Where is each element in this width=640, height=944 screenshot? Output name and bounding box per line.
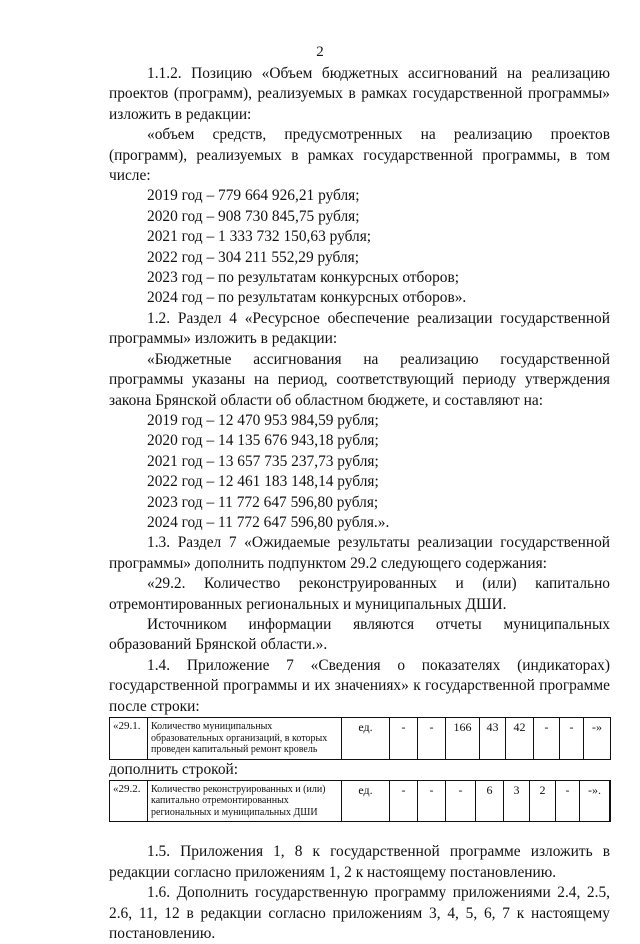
table-cell: - xyxy=(390,718,418,760)
table-cell: - xyxy=(418,718,446,760)
table-cell: - xyxy=(418,780,446,822)
year-line: 2023 год – 11 772 647 596,80 рубля; xyxy=(147,493,379,511)
page-number: 2 xyxy=(316,44,324,60)
table-row xyxy=(110,718,611,760)
table-row xyxy=(110,780,611,822)
year-line: 2024 год – по результатам конкурсных отборов». xyxy=(147,289,467,307)
document-body xyxy=(109,64,610,944)
year-line: 2021 год – 1 333 732 150,63 рубля; xyxy=(147,228,372,246)
table-cell: - xyxy=(446,780,476,822)
year-line: 2023 год – по результатам конкурсных отборов; xyxy=(147,269,459,287)
table-cell: ед. xyxy=(342,718,390,760)
table-cell: -». xyxy=(580,780,610,822)
table-cell: «29.2. xyxy=(110,780,148,822)
table-cell: 2 xyxy=(530,780,556,822)
year-line: 2020 год – 908 730 845,75 рубля; xyxy=(147,207,360,225)
indicator-table-existing xyxy=(109,717,611,760)
table-cell: 42 xyxy=(506,718,534,760)
table-cell xyxy=(610,780,611,822)
year-line: 2022 год – 12 461 183 148,14 рубля; xyxy=(147,473,379,491)
indicator-table-new xyxy=(109,780,611,823)
table-cell: 43 xyxy=(480,718,506,760)
year-line: 2022 год – 304 211 552,29 рубля; xyxy=(147,248,359,266)
table-cell: 6 xyxy=(476,780,504,822)
table-cell: 3 xyxy=(504,780,530,822)
table-cell: - xyxy=(534,718,560,760)
paragraph: Источником информации являются отчеты муниципальных образований Брянской области.». xyxy=(109,615,610,654)
table-cell: «29.1. xyxy=(110,718,148,760)
paragraph: 1.5. Приложения 1, 8 к государственной программе изложить в редакции согласно приложениям 1, 2 к настоящему постановлению. xyxy=(109,843,610,881)
paragraph: дополнить строкой: xyxy=(109,760,239,778)
table-cell: ед. xyxy=(342,780,390,822)
table-cell: -» xyxy=(584,718,611,760)
paragraph: «29.2. Количество реконструированных и (или) капитально отремонтированных региональных и муниципальных ДШИ. xyxy=(109,575,610,613)
paragraph: «Бюджетные ассигнования на реализацию государственной программы указаны на период, соответствующий периоду утверждения закона Брянской области об областном бюджете, и составляют на: xyxy=(109,350,610,409)
year-line: 2021 год – 13 657 735 237,73 рубля; xyxy=(147,452,379,470)
table-cell: 166 xyxy=(446,718,480,760)
year-line: 2019 год – 779 664 926,21 рубля; xyxy=(147,187,360,205)
year-line: 2024 год – 11 772 647 596,80 рубля.». xyxy=(147,513,390,531)
table-cell: Количество муниципальных образовательных организаций, в которых проведен капитальный ремонт кровель xyxy=(148,718,342,760)
paragraph: «объем средств, предусмотренных на реализацию проектов (программ), реализуемых в рамках государственной программы, в том числе: xyxy=(109,126,610,185)
paragraph: 1.4. Приложение 7 «Сведения о показателях (индикаторах) государственной программы и их значениях» к государственной программе после строки: xyxy=(109,656,610,715)
paragraph: 1.2. Раздел 4 «Ресурсное обеспечение реализации государственной программы» изложить в редакции: xyxy=(109,309,610,348)
year-line: 2020 год – 14 135 676 943,18 рубля; xyxy=(147,432,379,450)
paragraph: 1.1.2. Позицию «Объем бюджетных ассигнований на реализацию проектов (программ), реализуемых в рамках государственной программы» изложить в редакции: xyxy=(109,65,610,123)
year-line: 2019 год – 12 470 953 984,59 рубля; xyxy=(147,411,379,429)
table-cell: Количество реконструированных и (или) капитально отремонтированных региональных и муниципальных ДШИ xyxy=(148,780,342,822)
paragraph: 1.6. Дополнить государственную программу приложениями 2.4, 2.5, 2.6, 11, 12 в редакции согласно приложениям 3, 4, 5, 6, 7 к настоящему постановлению. xyxy=(109,884,610,943)
paragraph: 1.3. Раздел 7 «Ожидаемые результаты реализации государственной программы» дополнить подпунктом 29.2 следующего содержания: xyxy=(109,534,610,572)
table-cell: - xyxy=(560,718,584,760)
table-cell: - xyxy=(390,780,418,822)
table-cell: - xyxy=(556,780,580,822)
